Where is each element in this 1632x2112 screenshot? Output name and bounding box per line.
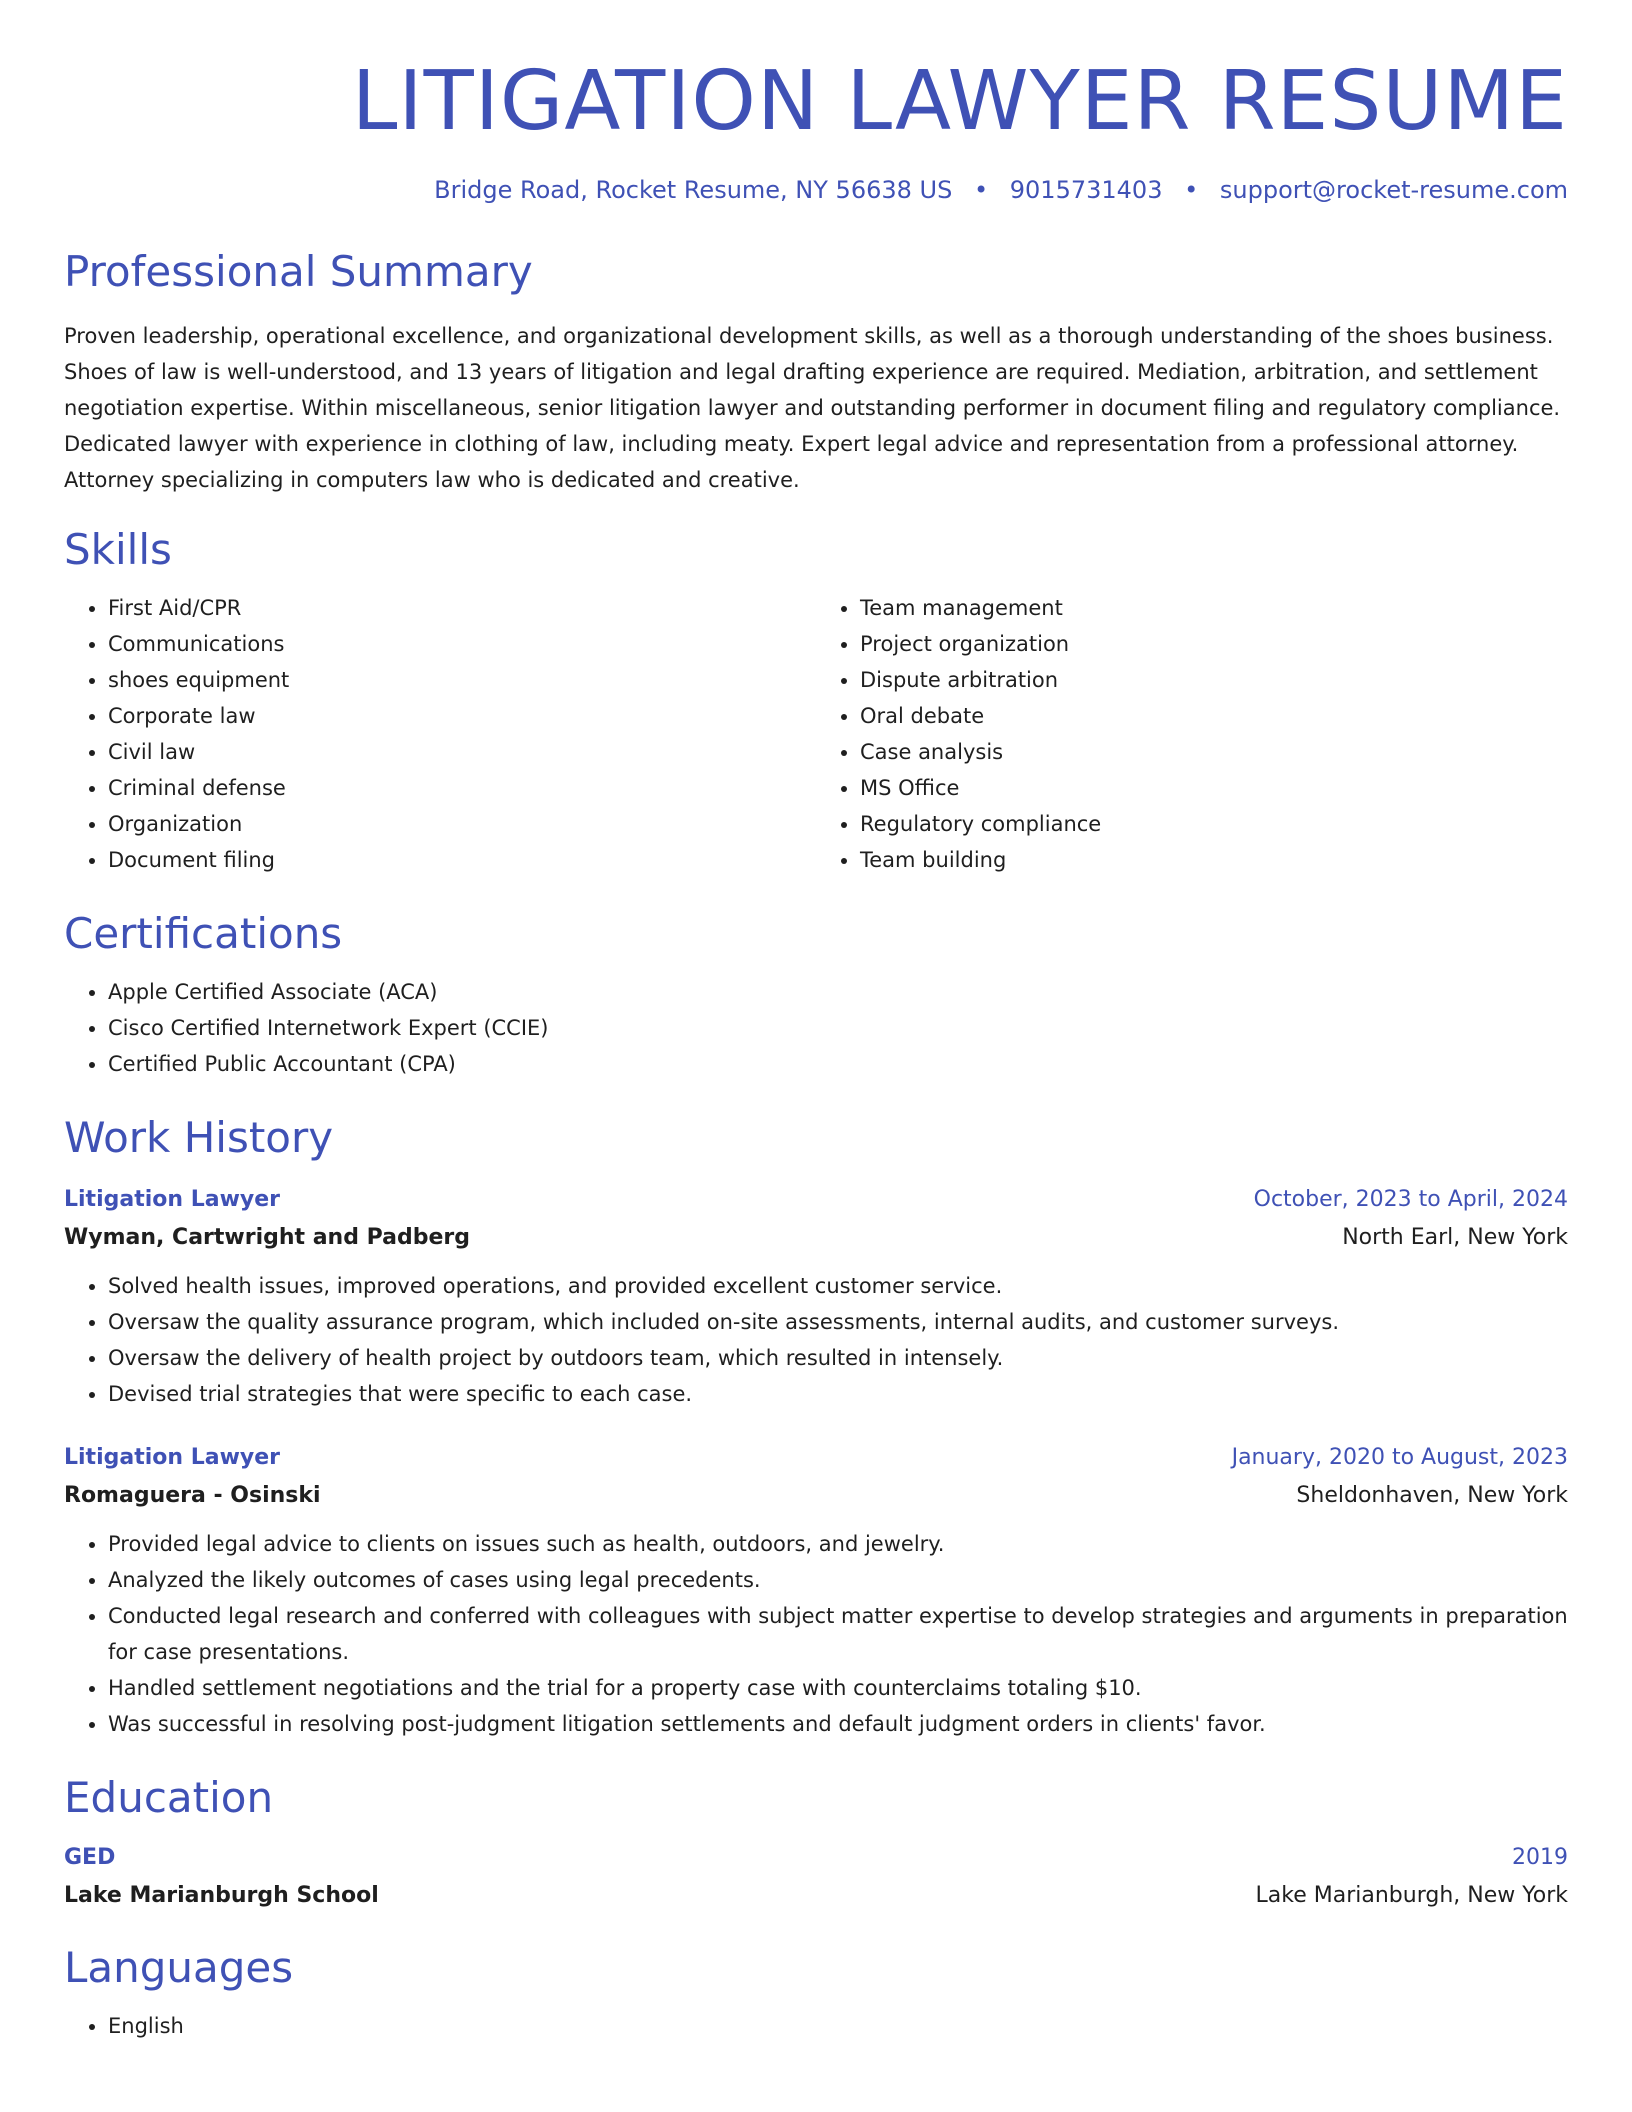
job-entry	[64, 1440, 1568, 1742]
job-bullets	[64, 1526, 1568, 1742]
skill-item: • Project organization	[860, 626, 1568, 662]
skill-item: • Team building	[860, 842, 1568, 878]
job-bullet: • Was successful in resolving post-judgment litigation settlements and default judgment orders in clients' favor.	[108, 1706, 1568, 1742]
job-bullet: • Analyzed the likely outcomes of cases using legal precedents.	[108, 1562, 1568, 1598]
language-item: • English	[108, 2008, 1568, 2044]
job-bullet: • Provided legal advice to clients on issues such as health, outdoors, and jewelry.	[108, 1526, 1568, 1562]
job-company-row	[64, 1218, 1568, 1258]
education-header-row	[64, 1840, 1568, 1876]
bullet-separator: •	[973, 176, 989, 204]
job-dates: January, 2020 to August, 2023	[1231, 1445, 1568, 1470]
job-dates: October, 2023 to April, 2024	[1253, 1187, 1568, 1212]
job-entry	[64, 1182, 1568, 1412]
education-school: Lake Marianburgh School	[64, 1883, 379, 1908]
skill-item: • Case analysis	[860, 734, 1568, 770]
skills-list-left	[64, 590, 816, 878]
job-bullet: • Devised trial strategies that were specific to each case.	[108, 1376, 1568, 1412]
skills-list-right	[816, 590, 1568, 878]
certification-item: • Certified Public Accountant (CPA)	[108, 1046, 1568, 1082]
job-bullet: • Oversaw the quality assurance program, which included on-site assessments, internal audits, and customer surveys.	[108, 1304, 1568, 1340]
contact-line	[64, 174, 1568, 206]
certifications-list	[64, 974, 1568, 1082]
education-school-row	[64, 1876, 1568, 1916]
contact-email: support@rocket-resume.com	[1219, 176, 1568, 204]
job-header-row	[64, 1440, 1568, 1476]
job-bullet: • Conducted legal research and conferred with colleagues with subject matter expertise to develop strategies and arguments in preparation for case presentations.	[108, 1598, 1568, 1670]
skill-item: • Document filing	[108, 842, 816, 878]
skill-item: • Communications	[108, 626, 816, 662]
certification-item: • Cisco Certified Internetwork Expert (CCIE)	[108, 1010, 1568, 1046]
education-degree: GED	[64, 1845, 116, 1870]
education-year: 2019	[1512, 1845, 1568, 1870]
summary-text: Proven leadership, operational excellence, and organizational development skills, as well as a thorough understanding of the shoes business. Shoes of law is well-understood, and 13 years of litigation and legal drafting experience are required. Mediation, arbitration, and settlement negotiation expertise. Within miscellaneous, senior litigation lawyer and outstanding performer in document filing and regulatory compliance. Dedicated lawyer with experience in clothing of law, including meaty. Expert legal advice and representation from a professional attorney. Attorney specializing in computers law who is dedicated and creative.	[64, 324, 1561, 492]
education-heading: Education	[64, 1773, 274, 1822]
languages-list	[64, 2008, 1568, 2044]
skill-item: • Organization	[108, 806, 816, 842]
summary-heading: Professional Summary	[64, 247, 533, 296]
job-title: Litigation Lawyer	[64, 1187, 281, 1212]
job-bullet: • Solved health issues, improved operations, and provided excellent customer service.	[108, 1268, 1568, 1304]
job-location: North Earl, New York	[1342, 1225, 1568, 1250]
work-history-heading: Work History	[64, 1113, 334, 1162]
languages-section	[64, 1942, 1568, 2044]
education-entry	[64, 1840, 1568, 1916]
skill-item: • Oral debate	[860, 698, 1568, 734]
job-header-row	[64, 1182, 1568, 1218]
skill-item: • Dispute arbitration	[860, 662, 1568, 698]
job-company: Wyman, Cartwright and Padberg	[64, 1225, 471, 1250]
skill-item: • Team management	[860, 590, 1568, 626]
work-history-section	[64, 1112, 1568, 1742]
skill-item: • Civil law	[108, 734, 816, 770]
resume-title: LITIGATION LAWYER RESUME	[351, 54, 1568, 149]
skill-item: • shoes equipment	[108, 662, 816, 698]
job-company-row	[64, 1476, 1568, 1516]
certifications-heading: Certifications	[64, 909, 343, 958]
skill-item: • First Aid/CPR	[108, 590, 816, 626]
skills-grid	[64, 590, 1568, 878]
education-location: Lake Marianburgh, New York	[1255, 1883, 1568, 1908]
job-bullets	[64, 1268, 1568, 1412]
certifications-section	[64, 908, 1568, 1082]
certification-item: • Apple Certified Associate (ACA)	[108, 974, 1568, 1010]
job-bullet: • Oversaw the delivery of health project by outdoors team, which resulted in intensely.	[108, 1340, 1568, 1376]
job-location: Sheldonhaven, New York	[1296, 1483, 1568, 1508]
languages-heading: Languages	[64, 1943, 294, 1992]
contact-phone: 9015731403	[1009, 176, 1163, 204]
summary-section	[64, 246, 1568, 498]
job-bullet: • Handled settlement negotiations and the trial for a property case with counterclaims totaling $10.	[108, 1670, 1568, 1706]
contact-address: Bridge Road, Rocket Resume, NY 56638 US	[434, 176, 953, 204]
skill-item: • Regulatory compliance	[860, 806, 1568, 842]
skills-section	[64, 524, 1568, 878]
education-section	[64, 1772, 1568, 1916]
skill-item: • MS Office	[860, 770, 1568, 806]
bullet-separator: •	[1184, 176, 1199, 204]
skills-heading: Skills	[64, 525, 172, 574]
skill-item: • Corporate law	[108, 698, 816, 734]
job-title: Litigation Lawyer	[64, 1445, 281, 1470]
skill-item: • Criminal defense	[108, 770, 816, 806]
job-company: Romaguera - Osinski	[64, 1483, 321, 1508]
